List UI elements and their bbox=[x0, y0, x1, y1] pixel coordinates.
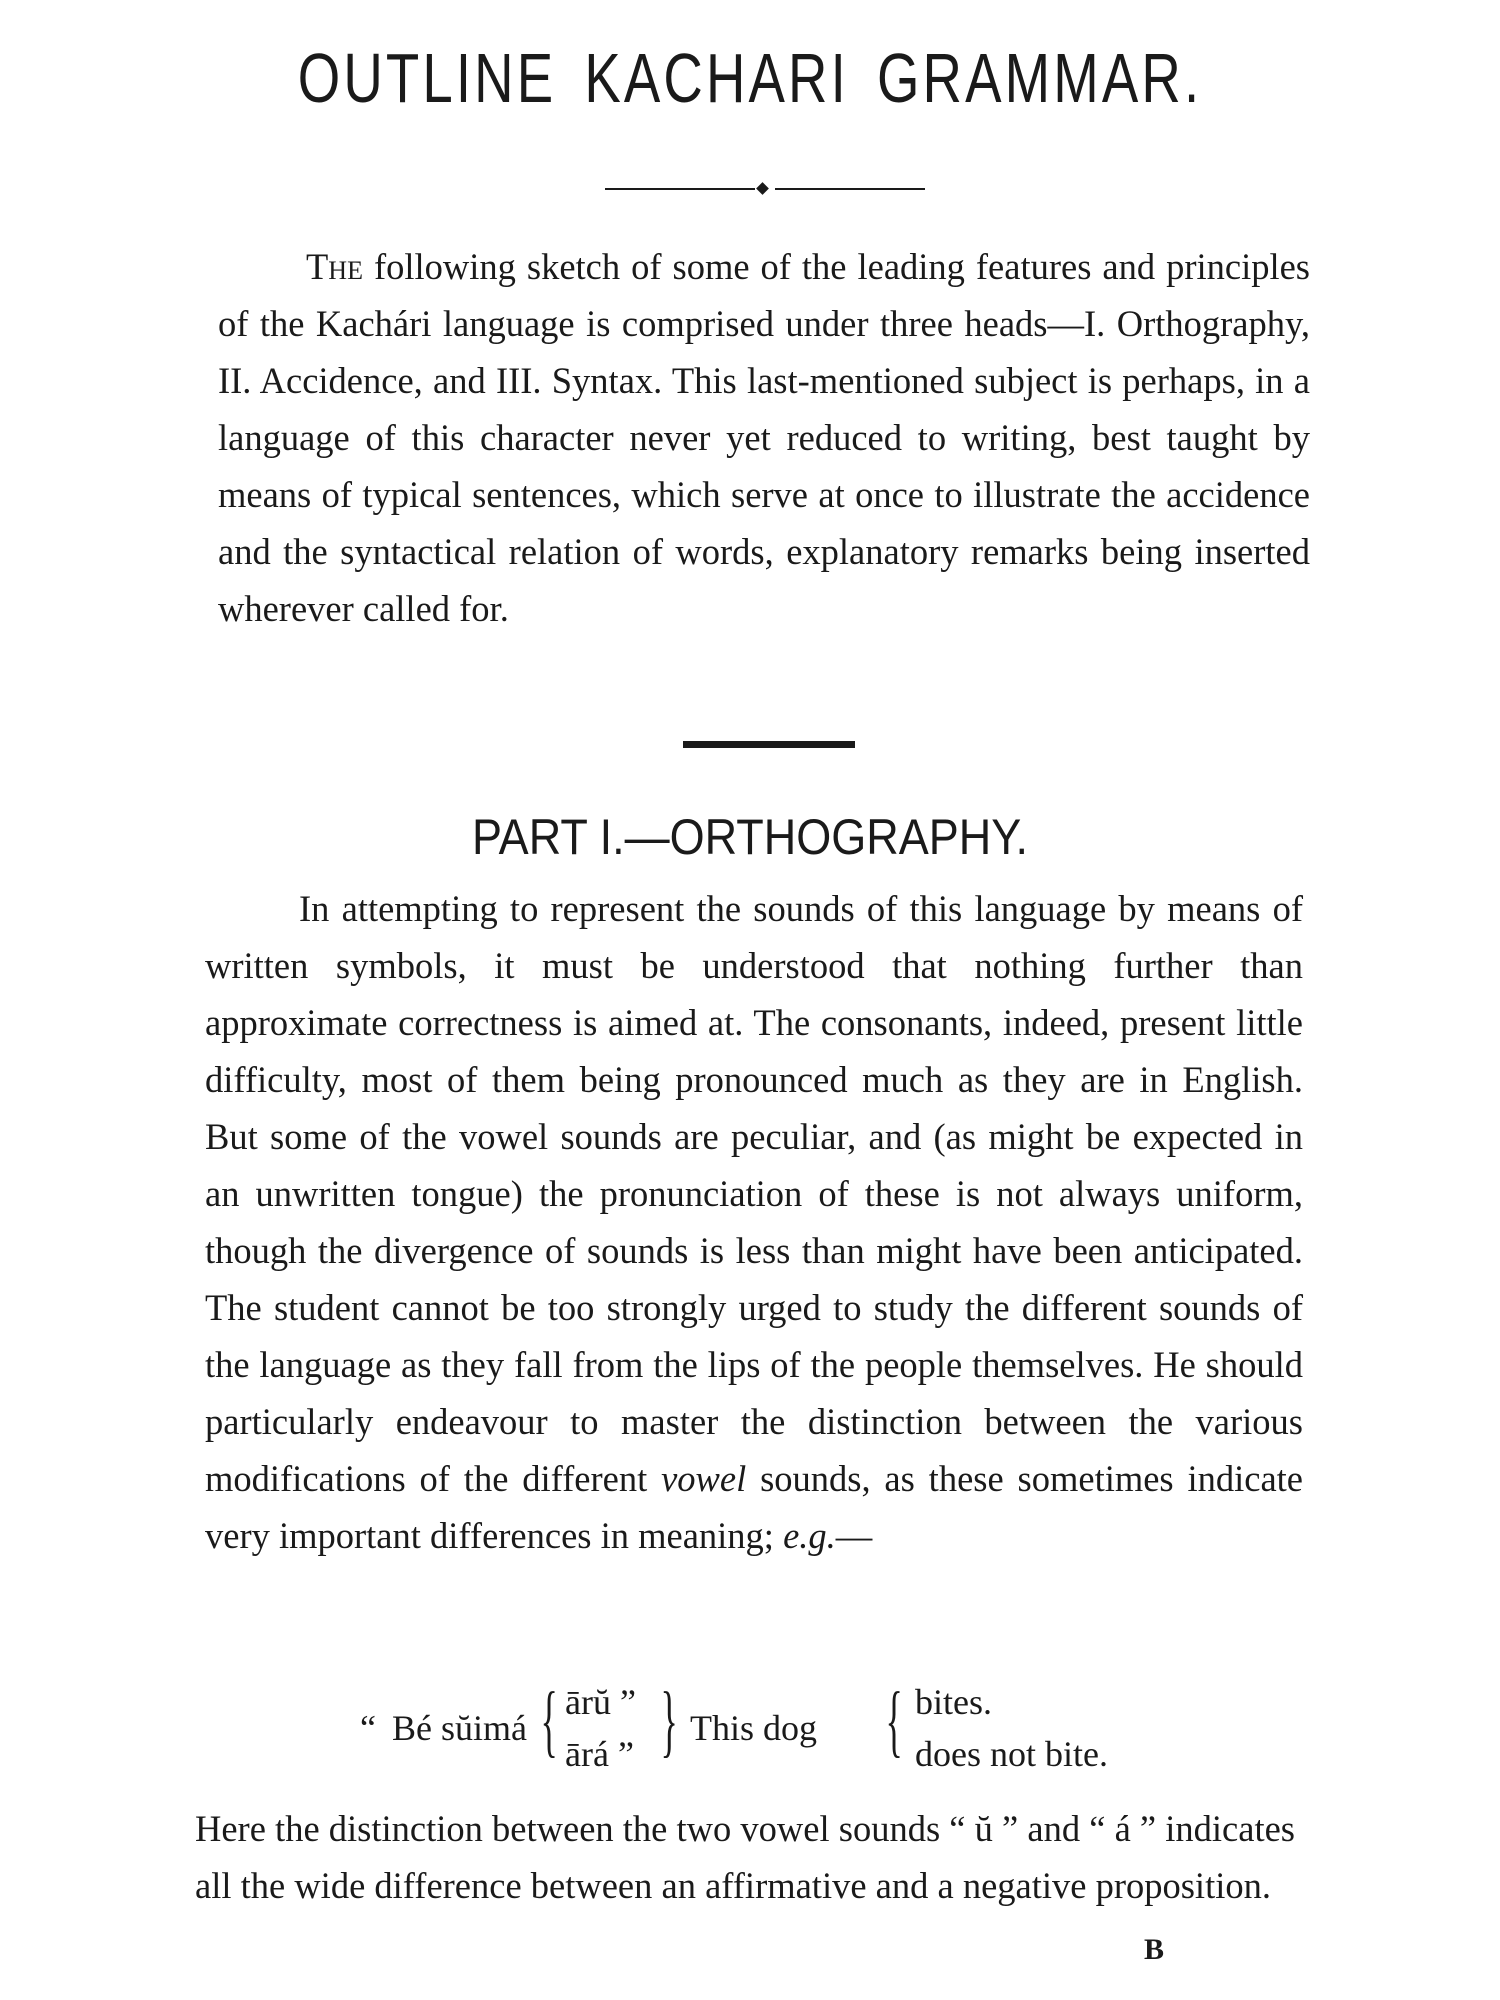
example-translation: This dog bbox=[690, 1708, 818, 1748]
orthography-eg: e.g. bbox=[783, 1515, 836, 1556]
intro-lead-word: The bbox=[306, 246, 363, 287]
orthography-text: In attempting to represent the sounds of this language by means of written symbols, it must be understood that nothing further than approximate correctness is aimed at. The consonants, indeed, present little difficulty, most of them being pronounced much as they are in English. But some of the vowel sounds are peculiar, and (as might be expected in an unwritten tongue) the pronunciation of these is not always uniform, though the divergence of sounds is less than might have been anticipated. The student cannot be too strongly urged to study the different sounds of the language as they fall from the lips of the people themselves. He should particularly endeavour to master the distinction between the various modifications of the different bbox=[205, 888, 1303, 1499]
title-word-grammar: GRAMMAR. bbox=[876, 39, 1203, 117]
ornament-diamond-icon bbox=[756, 182, 769, 195]
signature-mark: B bbox=[1144, 1933, 1165, 1966]
example-verb-negative: ārá ” bbox=[565, 1734, 634, 1774]
example-subject: Bé sŭimá bbox=[392, 1708, 527, 1748]
part-heading: PART I.—ORTHOGRAPHY. bbox=[472, 809, 1028, 865]
document-title bbox=[165, 38, 1335, 118]
example-open-quote: “ bbox=[360, 1708, 376, 1748]
example-sentence-block bbox=[360, 1677, 1160, 1797]
closing-paragraph: Here the distinction between the two vowel sounds “ ŭ ” and “ á ” indicates all the wide difference between an affirmative and a negative proposition. bbox=[195, 1808, 1295, 1906]
section-divider-rule bbox=[683, 741, 855, 748]
orthography-italic-word: vowel bbox=[661, 1458, 747, 1499]
orthography-text-continued: sounds, as these sometimes indicate very important differences in meaning; bbox=[205, 1458, 1304, 1556]
left-brace-icon: { bbox=[540, 1677, 558, 1765]
right-brace-icon: } bbox=[660, 1677, 678, 1765]
title-word-outline: OUTLINE bbox=[297, 39, 557, 117]
title-ornament-divider bbox=[605, 183, 925, 195]
title-word-kachari: KACHARI bbox=[584, 39, 849, 117]
ornament-line-right bbox=[775, 188, 925, 190]
ornament-line-left bbox=[605, 188, 755, 190]
example-meaning-negative: does not bite. bbox=[915, 1734, 1108, 1774]
intro-text: following sketch of some of the leading features and principles of the Kachári language is comprised under three heads—I. Orthography, II. Accidence, and III. Syntax. This last-mentioned subject is perhaps, in a language of this character never yet reduced to writing, best taught by means of typical sentences, which serve at once to illustrate the accidence and the syntactical relation of words, explanatory remarks being inserted wherever called for. bbox=[218, 246, 1310, 629]
example-meaning-affirmative: bites. bbox=[915, 1682, 992, 1722]
orthography-dash: — bbox=[835, 1515, 873, 1556]
example-verb-affirmative: ārŭ ” bbox=[565, 1682, 636, 1722]
meaning-brace-icon: { bbox=[885, 1677, 903, 1765]
orthography-paragraph bbox=[205, 880, 1303, 1564]
intro-paragraph bbox=[218, 238, 1310, 637]
